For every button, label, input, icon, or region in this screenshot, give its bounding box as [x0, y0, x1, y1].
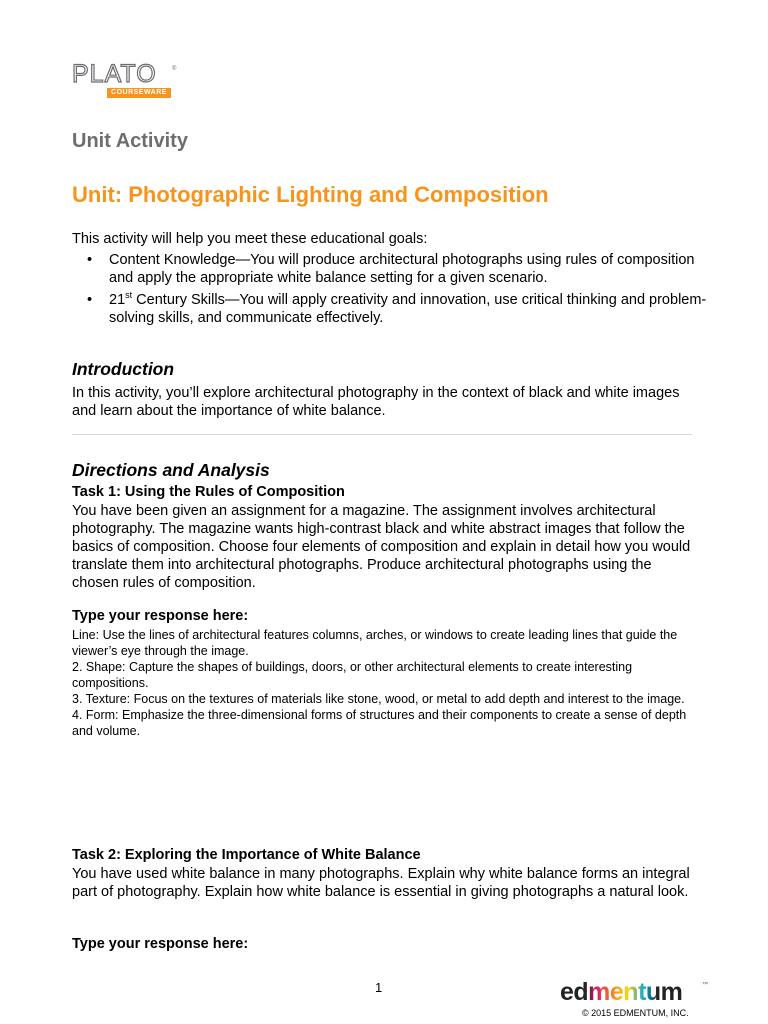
copyright: © 2015 EDMENTUM, INC. [582, 1008, 689, 1018]
directions-heading: Directions and Analysis [72, 460, 270, 480]
plato-wordmark: PLATO [72, 60, 157, 88]
goals-list [72, 251, 709, 331]
plato-logo [72, 62, 182, 102]
registered-mark: ® [172, 66, 177, 72]
response-line: 4. Form: Emphasize the three-dimensional forms of structures and their components to create a sense of depth and volume. [72, 708, 687, 738]
goal-prefix: 21 [109, 292, 126, 308]
task1-response-field[interactable] [72, 627, 697, 739]
task1-body: You have been given an assignment for a magazine. The assignment involves architectural photography. The magazine wants high-contrast black and white abstract images that follow the basics of composition. Choose four elements of composition and explain in detail how you would translate them into architectural photographs. Produce architectural photographs using the chosen rules of composition. [72, 503, 691, 591]
task2-body: You have used white balance in many photographs. Explain why white balance forms an integral part of photography. Explain how white balance is essential in giving photographs a natural look. [72, 866, 690, 900]
goal-ordinal-suffix: st [125, 290, 133, 301]
introduction-body: In this activity, you’ll explore architectural photography in the context of black and white images and learn about the importance of white balance. [72, 385, 680, 419]
task1-response-label: Type your response here: [72, 608, 249, 624]
response-line: 3. Texture: Focus on the textures of materials like stone, wood, or metal to add depth and interest to the image. [72, 692, 685, 706]
response-line: 2. Shape: Capture the shapes of buildings, doors, or other architectural elements to create interesting compositions. [72, 660, 633, 690]
edmentum-wordmark: edmentum [560, 978, 683, 1006]
goals-intro: This activity will help you meet these educational goals: [72, 231, 428, 247]
goal-item-21st-century-skills [109, 291, 709, 327]
section-label: Unit Activity [72, 130, 188, 152]
response-line: Line: Use the lines of architectural features columns, arches, or windows to create leading lines that guide the viewer’s eye through the image. [72, 628, 678, 658]
edmentum-logo [560, 978, 710, 1018]
unit-title: Unit: Photographic Lighting and Composition [72, 182, 549, 207]
task2-title: Task 2: Exploring the Importance of White Balance [72, 847, 421, 863]
task1-title: Task 1: Using the Rules of Composition [72, 484, 345, 500]
courseware-tag: COURSEWARE [107, 88, 171, 98]
introduction-heading: Introduction [72, 359, 175, 379]
task2-response-label: Type your response here: [72, 936, 249, 952]
trademark: ™ [702, 982, 708, 988]
section-divider [72, 434, 692, 435]
goal-text: Century Skills—You will apply creativity and innovation, use critical thinking and problem-solving skills, and communicate effectively. [109, 292, 707, 326]
goal-item-content-knowledge [109, 251, 709, 287]
page-number: 1 [375, 980, 383, 995]
goal-text: Content Knowledge—You will produce architectural photographs using rules of composition and apply the appropriate white balance setting for a given scenario. [109, 252, 695, 286]
